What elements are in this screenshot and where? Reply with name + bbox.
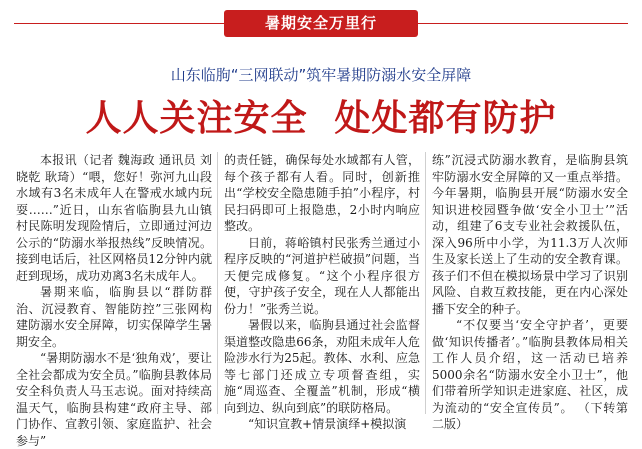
paragraph: 日前，蒋峪镇村民张秀兰通过小程序反映的“河道护栏破损”问题，当天便完成修复。“这个小程序很方便，守护孩子安全，现在人人都能出份力！”张秀兰说。 xyxy=(224,235,420,316)
column-divider xyxy=(217,152,218,414)
article-column-2 xyxy=(224,152,420,431)
column-divider xyxy=(425,152,426,414)
article-column-3 xyxy=(432,152,628,431)
article-subtitle: 山东临朐“三网联动”筑牢暑期防溺水安全屏障 xyxy=(170,66,472,84)
paragraph: “不仅要当‘安全守护者’，更要做‘知识传播者’。”临朐县教体局相关工作人员介绍，这一活动已培养5000余名“防溺水安全小卫士”，他们带着所学知识走进家庭、社区，成为流动的“安全宣传员”。 （下转第二版） xyxy=(432,318,628,431)
paragraph: “暑期防溺水不是‘独角戏’，要让全社会都成为安全员。”临朐县教体局安全科负责人马玉志说。面对持续高温天气，临朐县构建“政府主导、部门协作、宣教引领、家庭监护、社会参与” xyxy=(16,351,212,448)
paragraph: 暑期来临，临朐县以“群防群治、沉浸教育、智能防控”三张网构建防溺水安全屏障，切实保障学生暑期安全。 xyxy=(16,285,212,349)
paragraph: 本报讯（记者 魏海政 通讯员 刘晓乾 耿琦）“喂，您好！弥河九山段水域有3名未成年人在警戒水域内玩耍……”近日，山东省临朐县九山镇村民陈明发现险情后，立即通过河边公示的“防溺水举报热线”反映情况。接到电话后，社区网格员12分钟内就赶到现场，成功劝离3名未成年人。 xyxy=(16,153,212,283)
paragraph: 暑假以来，临朐县通过社会监督渠道整改隐患66条，劝阻未成年人危险涉水行为25起。教体、水利、应急等七部门还成立专项督查组，实施“周巡查、全覆盖”机制，形成“横向到边、纵向到底”的联防格局。 xyxy=(224,318,420,415)
article-column-1 xyxy=(16,152,212,448)
paragraph: “知识宣教+情景演绎+模拟演 xyxy=(248,417,407,431)
article-headline: 人人关注安全 处处都有防护 xyxy=(85,98,557,139)
paragraph: 的责任链，确保每处水域都有人管，每个孩子都有人看。同时，创新推出“学校安全隐患随手拍”小程序，村民扫码即可上报隐患，2小时内响应整改。 xyxy=(224,153,420,233)
section-banner: 暑期安全万里行 xyxy=(224,10,418,37)
paragraph: 练”沉浸式防溺水教育，是临朐县筑牢防溺水安全屏障的又一重点举措。今年暑期，临朐县开展“防溺水安全知识进校园暨争做‘安全小卫士’”活动，组建了6支专业社会救援队伍，深入96所中小学，为11.3万人次师生及家长送上了生动的安全教育课。孩子们不但在模拟场景中学习了识别风险、自救互救技能，更在内心深处播下安全的种子。 xyxy=(432,153,628,316)
